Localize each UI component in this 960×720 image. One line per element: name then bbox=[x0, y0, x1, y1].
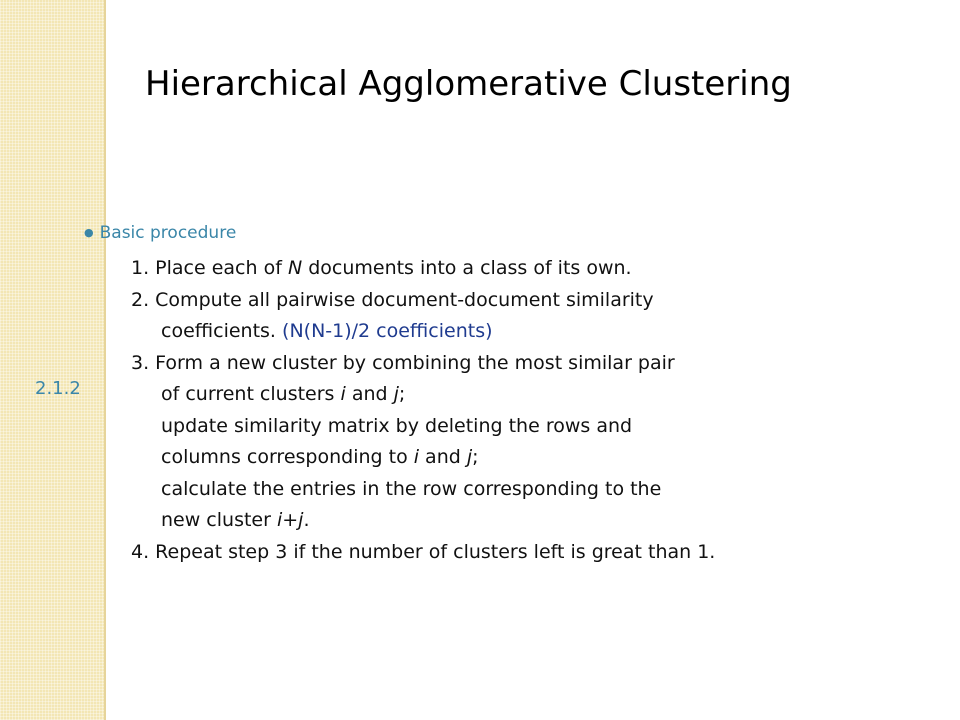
decorative-side-strip bbox=[0, 0, 106, 720]
bullet-icon: ● bbox=[84, 226, 94, 239]
section-number: 2.1.2 bbox=[35, 378, 81, 399]
step-2-line-2: coefficients. (N(N-1)/2 coefficients) bbox=[161, 320, 493, 342]
step-3-line-3: update similarity matrix by deleting the rows and bbox=[161, 414, 633, 437]
procedure-steps bbox=[131, 253, 715, 568]
coefficient-count: (N(N-1)/2 coefficients) bbox=[282, 320, 493, 342]
step-3-line-6: new cluster i+j. bbox=[161, 509, 310, 531]
step-3-line-5: calculate the entries in the row corresponding to the bbox=[161, 477, 662, 500]
step-3-line-2: of current clusters i and j; bbox=[161, 383, 406, 405]
step-3-line-4: columns corresponding to i and j; bbox=[161, 446, 479, 468]
step-1: 1. Place each of N documents into a class of its own. bbox=[131, 257, 632, 279]
step-4: 4. Repeat step 3 if the number of clusters left is great than 1. bbox=[131, 540, 716, 563]
step-3-line-1: 3. Form a new cluster by combining the most similar pair bbox=[131, 351, 675, 374]
bullet-heading bbox=[84, 223, 236, 243]
heading-text: Basic procedure bbox=[99, 223, 237, 243]
slide-title: Hierarchical Agglomerative Clustering bbox=[145, 64, 792, 104]
step-2-line-1: 2. Compute all pairwise document-document similarity bbox=[131, 288, 654, 311]
